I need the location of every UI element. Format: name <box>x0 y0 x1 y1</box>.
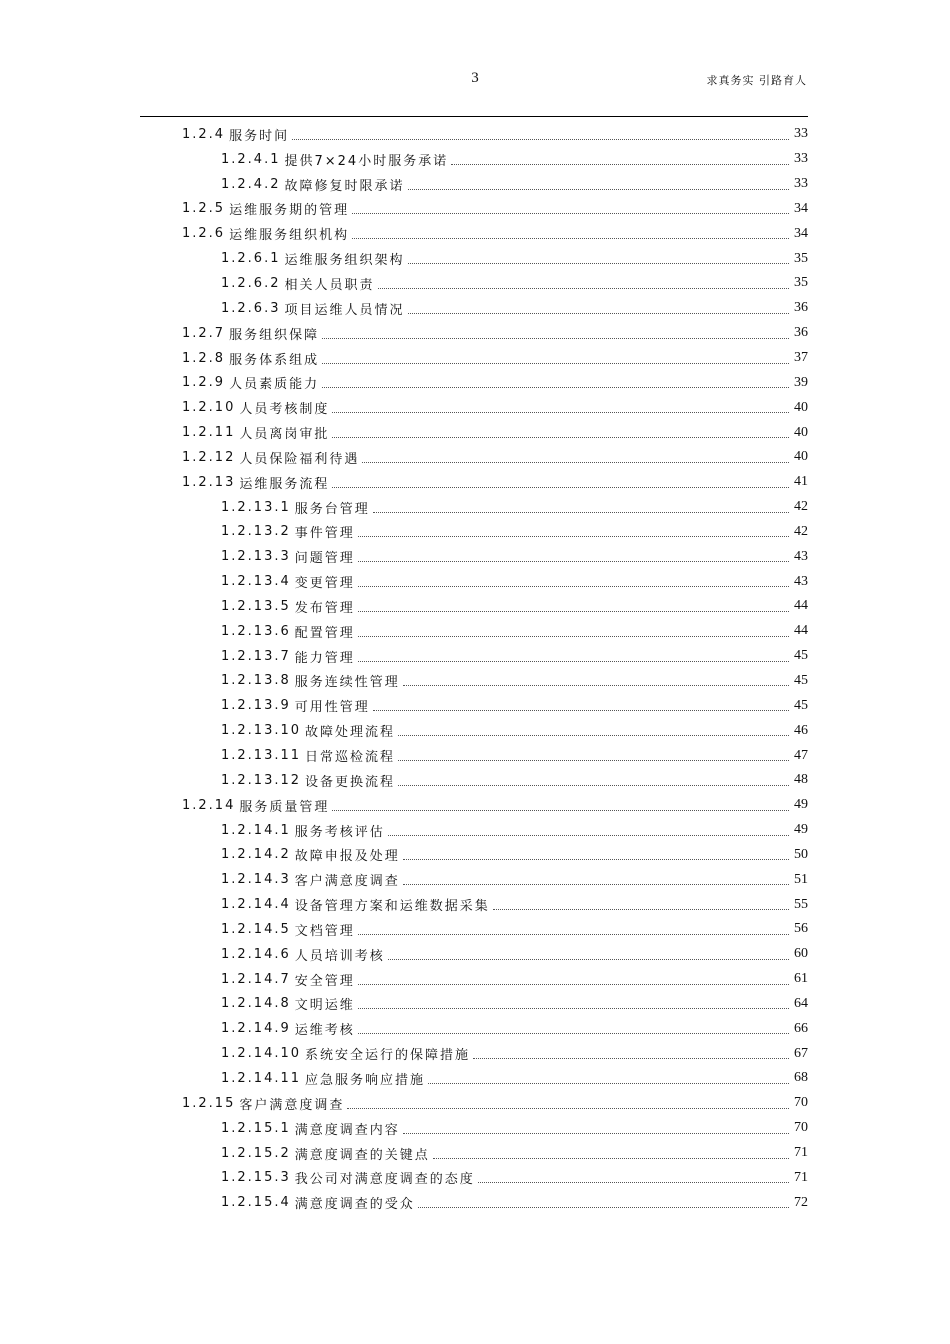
toc-entry-page: 34 <box>794 200 808 216</box>
toc-entry-page: 49 <box>794 797 808 813</box>
toc-entry-page: 43 <box>794 548 808 564</box>
toc-entry[interactable] <box>182 842 808 867</box>
toc-entry[interactable] <box>182 1091 808 1116</box>
toc-entry-number: 1.2.14.4 <box>221 897 291 913</box>
toc-dot-leader <box>358 1023 789 1034</box>
toc-dot-leader <box>473 1048 789 1059</box>
toc-entry-page: 45 <box>794 697 808 713</box>
toc-entry-title: 运维服务组织机构 <box>229 228 350 244</box>
toc-entry-title: 故障申报及处理 <box>294 849 400 865</box>
toc-dot-leader <box>352 228 789 239</box>
toc-entry-number: 1.2.12 <box>182 449 236 465</box>
toc-entry-title: 安全管理 <box>294 973 355 989</box>
toc-entry[interactable] <box>182 395 808 420</box>
toc-entry-page: 44 <box>794 598 808 614</box>
toc-entry-number: 1.2.13.8 <box>221 673 291 689</box>
toc-entry[interactable] <box>182 818 808 843</box>
toc-entry-title: 服务台管理 <box>294 501 370 517</box>
toc-entry[interactable] <box>182 246 808 271</box>
page-number: 3 <box>471 70 479 86</box>
toc-entry-number: 1.2.15 <box>182 1095 236 1111</box>
toc-entry-number: 1.2.14 <box>182 797 236 813</box>
toc-entry-page: 41 <box>794 474 808 490</box>
toc-entry[interactable] <box>182 768 808 793</box>
toc-dot-leader <box>478 1172 789 1183</box>
toc-entry-title: 服务连续性管理 <box>294 675 400 691</box>
toc-entry-number: 1.2.15.1 <box>221 1120 291 1136</box>
toc-dot-leader <box>358 601 789 612</box>
toc-entry-title: 服务组织保障 <box>229 327 320 343</box>
toc-entry-title: 运维服务流程 <box>239 476 330 492</box>
toc-entry-page: 45 <box>794 672 808 688</box>
toc-entry[interactable] <box>182 346 808 371</box>
toc-entry[interactable] <box>182 867 808 892</box>
toc-entry[interactable] <box>182 743 808 768</box>
toc-entry-number: 1.2.14.1 <box>221 822 291 838</box>
toc-dot-leader <box>398 750 789 761</box>
toc-entry-title: 满意度调查的受众 <box>294 1197 415 1213</box>
toc-entry-number: 1.2.8 <box>182 350 226 366</box>
toc-entry-number: 1.2.6.3 <box>221 300 281 316</box>
toc-dot-leader <box>388 825 789 836</box>
toc-entry-title: 项目运维人员情况 <box>284 302 405 318</box>
toc-entry[interactable] <box>182 1141 808 1166</box>
toc-entry-title: 运维服务组织架构 <box>284 253 405 269</box>
toc-entry-page: 36 <box>794 325 808 341</box>
toc-dot-leader <box>358 526 789 537</box>
toc-entry-number: 1.2.5 <box>182 201 226 217</box>
toc-entry-title: 运维服务期的管理 <box>229 203 350 219</box>
toc-entry-title: 服务考核评估 <box>294 824 385 840</box>
toc-dot-leader <box>332 427 789 438</box>
toc-entry-title: 事件管理 <box>294 526 355 542</box>
toc-entry-number: 1.2.13.10 <box>221 723 302 739</box>
toc-entry-number: 1.2.13 <box>182 474 236 490</box>
toc-entry-title: 可用性管理 <box>294 700 370 716</box>
toc-entry-title: 故障修复时限承诺 <box>284 178 405 194</box>
toc-dot-leader <box>332 402 789 413</box>
toc-entry-number: 1.2.14.5 <box>221 921 291 937</box>
toc-entry[interactable] <box>182 445 808 470</box>
toc-entry-number: 1.2.14.7 <box>221 971 291 987</box>
toc-entry-page: 70 <box>794 1095 808 1111</box>
toc-dot-leader <box>322 328 789 339</box>
toc-entry[interactable] <box>182 569 808 594</box>
toc-entry-title: 设备管理方案和运维数据采集 <box>294 899 490 915</box>
toc-entry-page: 51 <box>794 871 808 887</box>
toc-entry-page: 64 <box>794 995 808 1011</box>
toc-entry-title: 配置管理 <box>294 625 355 641</box>
toc-dot-leader <box>378 278 790 289</box>
toc-dot-leader <box>408 303 790 314</box>
toc-entry[interactable] <box>182 1041 808 1066</box>
toc-entry-title: 相关人员职责 <box>284 277 375 293</box>
toc-entry-title: 人员素质能力 <box>229 377 320 393</box>
toc-entry[interactable] <box>182 594 808 619</box>
toc-dot-leader <box>358 924 789 935</box>
toc-entry[interactable] <box>182 992 808 1017</box>
header-motto: 求真务实 引路育人 <box>706 74 807 87</box>
toc-entry[interactable] <box>182 693 808 718</box>
toc-dot-leader <box>358 551 789 562</box>
toc-entry[interactable] <box>182 122 808 147</box>
toc-entry-page: 60 <box>794 946 808 962</box>
toc-entry-number: 1.2.13.3 <box>221 549 291 565</box>
toc-entry-number: 1.2.4 <box>182 126 226 142</box>
toc-entry-page: 72 <box>794 1194 808 1210</box>
toc-entry-page: 55 <box>794 896 808 912</box>
toc-entry-title: 能力管理 <box>294 650 355 666</box>
toc-entry-number: 1.2.9 <box>182 375 226 391</box>
toc-entry-number: 1.2.6.2 <box>221 275 281 291</box>
toc-entry-page: 71 <box>794 1169 808 1185</box>
toc-entry-number: 1.2.6 <box>182 226 226 242</box>
toc-entry[interactable] <box>182 619 808 644</box>
toc-dot-leader <box>322 353 789 364</box>
toc-dot-leader <box>347 1098 789 1109</box>
toc-dot-leader <box>358 998 789 1009</box>
toc-entry-page: 67 <box>794 1045 808 1061</box>
toc-dot-leader <box>362 452 789 463</box>
toc-entry-page: 36 <box>794 300 808 316</box>
toc-entry-page: 39 <box>794 374 808 390</box>
toc-entry-title: 满意度调查内容 <box>294 1122 400 1138</box>
toc-entry-page: 33 <box>794 151 808 167</box>
toc-entry[interactable] <box>182 1016 808 1041</box>
toc-entry[interactable] <box>182 172 808 197</box>
toc-entry-page: 68 <box>794 1070 808 1086</box>
toc-entry-number: 1.2.14.9 <box>221 1021 291 1037</box>
toc-entry-title: 满意度调查的关键点 <box>294 1147 430 1163</box>
toc-entry-title: 运维考核 <box>294 1023 355 1039</box>
toc-entry-title: 日常巡检流程 <box>305 750 396 766</box>
toc-entry-title: 发布管理 <box>294 600 355 616</box>
toc-entry-page: 44 <box>794 623 808 639</box>
toc-entry-page: 46 <box>794 722 808 738</box>
toc-dot-leader <box>358 974 789 985</box>
toc-entry[interactable] <box>182 520 808 545</box>
toc-entry-title: 客户满意度调查 <box>239 1097 345 1113</box>
toc-entry-page: 35 <box>794 250 808 266</box>
toc-entry-page: 48 <box>794 772 808 788</box>
toc-dot-leader <box>403 849 789 860</box>
toc-entry[interactable] <box>182 470 808 495</box>
header-rule <box>140 116 808 117</box>
toc-entry-page: 66 <box>794 1020 808 1036</box>
toc-entry[interactable] <box>182 942 808 967</box>
toc-entry-page: 61 <box>794 971 808 987</box>
toc-dot-leader <box>332 477 789 488</box>
toc-entry-title: 人员保险福利待遇 <box>239 451 360 467</box>
toc-entry-page: 35 <box>794 275 808 291</box>
toc-entry[interactable] <box>182 1066 808 1091</box>
toc-entry-number: 1.2.10 <box>182 400 236 416</box>
toc-dot-leader <box>403 675 789 686</box>
toc-entry-number: 1.2.13.11 <box>221 748 302 764</box>
toc-entry-page: 47 <box>794 747 808 763</box>
toc-entry-number: 1.2.14.8 <box>221 996 291 1012</box>
toc-entry-number: 1.2.14.11 <box>221 1070 302 1086</box>
toc-entry-number: 1.2.13.9 <box>221 698 291 714</box>
toc-entry-page: 70 <box>794 1120 808 1136</box>
toc-entry[interactable] <box>182 669 808 694</box>
toc-entry-number: 1.2.14.10 <box>221 1046 302 1062</box>
toc-entry-number: 1.2.13.12 <box>221 772 302 788</box>
toc-entry-number: 1.2.7 <box>182 325 226 341</box>
toc-entry-title: 应急服务响应措施 <box>305 1072 426 1088</box>
toc-entry-title: 文档管理 <box>294 923 355 939</box>
toc-entry[interactable] <box>182 271 808 296</box>
toc-entry-number: 1.2.14.6 <box>221 946 291 962</box>
toc-entry[interactable] <box>182 420 808 445</box>
toc-entry-number: 1.2.13.2 <box>221 524 291 540</box>
toc-entry[interactable] <box>182 1190 808 1215</box>
toc-entry-title: 人员培训考核 <box>294 948 385 964</box>
toc-dot-leader <box>408 179 790 190</box>
toc-entry-page: 34 <box>794 225 808 241</box>
toc-entry-page: 40 <box>794 424 808 440</box>
toc-entry-number: 1.2.4.1 <box>221 151 281 167</box>
toc-entry-number: 1.2.13.4 <box>221 574 291 590</box>
toc-entry-number: 1.2.11 <box>182 425 236 441</box>
toc-entry[interactable] <box>182 495 808 520</box>
toc-entry-title: 设备更换流程 <box>305 774 396 790</box>
toc-entry-page: 40 <box>794 449 808 465</box>
toc-entry-title: 文明运维 <box>294 998 355 1014</box>
toc-entry-page: 33 <box>794 176 808 192</box>
toc-dot-leader <box>322 377 789 388</box>
table-of-contents <box>182 122 808 1215</box>
toc-entry-page: 33 <box>794 126 808 142</box>
toc-entry-title: 客户满意度调查 <box>294 874 400 890</box>
toc-entry[interactable] <box>182 917 808 942</box>
toc-entry-title: 人员离岗审批 <box>239 427 330 443</box>
toc-dot-leader <box>428 1073 789 1084</box>
toc-entry-number: 1.2.15.3 <box>221 1170 291 1186</box>
toc-entry-number: 1.2.6.1 <box>221 251 281 267</box>
toc-dot-leader <box>358 626 789 637</box>
toc-dot-leader <box>403 1123 789 1134</box>
toc-dot-leader <box>332 800 789 811</box>
toc-entry[interactable] <box>182 321 808 346</box>
toc-entry[interactable] <box>182 644 808 669</box>
toc-dot-leader <box>398 775 789 786</box>
toc-entry-number: 1.2.13.7 <box>221 648 291 664</box>
toc-entry[interactable] <box>182 967 808 992</box>
toc-dot-leader <box>292 129 789 140</box>
toc-entry-title: 服务质量管理 <box>239 799 330 815</box>
toc-entry[interactable] <box>182 1165 808 1190</box>
toc-entry-number: 1.2.14.3 <box>221 872 291 888</box>
toc-entry-number: 1.2.14.2 <box>221 847 291 863</box>
toc-entry-page: 45 <box>794 648 808 664</box>
toc-entry[interactable] <box>182 718 808 743</box>
toc-entry[interactable] <box>182 197 808 222</box>
toc-entry[interactable] <box>182 370 808 395</box>
toc-entry-page: 42 <box>794 499 808 515</box>
toc-entry[interactable] <box>182 544 808 569</box>
toc-entry-number: 1.2.4.2 <box>221 176 281 192</box>
toc-entry-page: 71 <box>794 1145 808 1161</box>
toc-entry[interactable] <box>182 147 808 172</box>
toc-entry[interactable] <box>182 221 808 246</box>
toc-dot-leader <box>373 700 789 711</box>
toc-entry-title: 服务时间 <box>229 128 290 144</box>
toc-entry-page: 49 <box>794 822 808 838</box>
toc-entry-title: 系统安全运行的保障措施 <box>305 1048 471 1064</box>
toc-entry[interactable] <box>182 296 808 321</box>
toc-dot-leader <box>403 874 789 885</box>
toc-dot-leader <box>451 154 789 165</box>
toc-entry-title: 我公司对满意度调查的态度 <box>294 1172 475 1188</box>
toc-dot-leader <box>358 651 789 662</box>
toc-entry-number: 1.2.15.2 <box>221 1145 291 1161</box>
toc-entry-page: 43 <box>794 573 808 589</box>
toc-dot-leader <box>433 1148 789 1159</box>
toc-entry[interactable] <box>182 892 808 917</box>
toc-entry-page: 56 <box>794 921 808 937</box>
toc-dot-leader <box>358 576 789 587</box>
toc-entry-title: 提供7×24小时服务承诺 <box>284 153 449 169</box>
toc-entry-title: 变更管理 <box>294 576 355 592</box>
toc-entry-title: 故障处理流程 <box>305 725 396 741</box>
toc-dot-leader <box>408 253 790 264</box>
toc-dot-leader <box>418 1197 789 1208</box>
toc-dot-leader <box>388 949 789 960</box>
toc-entry-number: 1.2.13.5 <box>221 598 291 614</box>
toc-entry-page: 40 <box>794 399 808 415</box>
toc-entry-page: 50 <box>794 846 808 862</box>
toc-entry-number: 1.2.13.6 <box>221 623 291 639</box>
toc-entry-page: 42 <box>794 523 808 539</box>
toc-entry[interactable] <box>182 1116 808 1141</box>
toc-dot-leader <box>398 725 789 736</box>
toc-dot-leader <box>493 899 789 910</box>
toc-entry-number: 1.2.13.1 <box>221 499 291 515</box>
toc-entry-title: 问题管理 <box>294 551 355 567</box>
toc-entry-title: 人员考核制度 <box>239 402 330 418</box>
toc-entry-title: 服务体系组成 <box>229 352 320 368</box>
toc-entry-number: 1.2.15.4 <box>221 1195 291 1211</box>
toc-entry-page: 37 <box>794 350 808 366</box>
toc-dot-leader <box>373 502 789 513</box>
toc-entry[interactable] <box>182 793 808 818</box>
toc-dot-leader <box>352 203 789 214</box>
